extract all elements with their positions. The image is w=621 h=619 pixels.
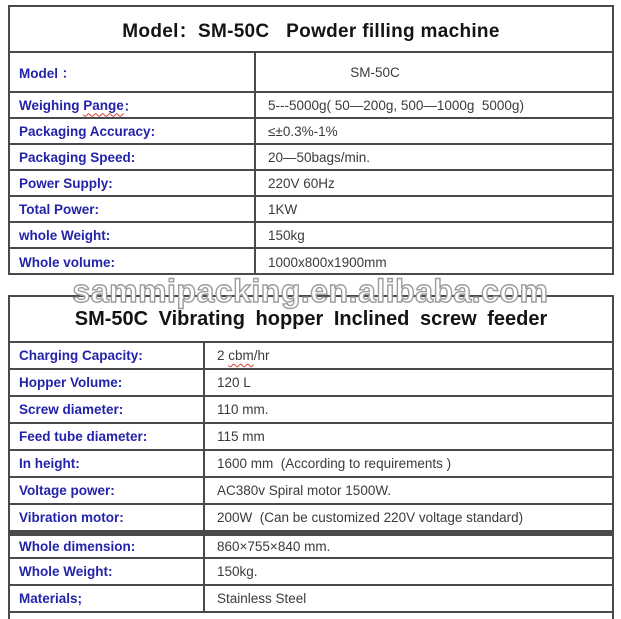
spec-value: 1000x800x1900mm [268, 254, 387, 270]
spec-value-misspelled: cbm [228, 348, 254, 363]
spec-value: 220V 60Hz [268, 175, 335, 191]
table-row [10, 53, 612, 93]
spec-value: 20—50bags/min. [268, 149, 371, 165]
spec-value: AC380v Spiral motor 1500W. [217, 483, 392, 498]
spec-value: 860×755×840 mm. [217, 539, 331, 554]
spec-value-cell [205, 424, 612, 449]
spec-label: Whole Weight: [19, 564, 113, 579]
table-row [10, 505, 612, 532]
table1-title: Model：SM-50C Powder filling machine [10, 7, 612, 53]
spec-label: ： [123, 99, 138, 114]
spec-label-cell [10, 370, 205, 395]
spec-label-cell [10, 559, 205, 584]
spec-label: Whole dimension: [19, 539, 136, 554]
spec-label: Feed tube diameter: [19, 429, 148, 444]
spec-value: 1600 mm (According to requirements ) [217, 456, 452, 471]
table-row [10, 119, 612, 145]
watermark-text: sammipacking.en.alibaba.com [72, 273, 549, 309]
spec-value: 110 mm. [217, 402, 269, 417]
spec-label: Vibration motor: [19, 510, 124, 525]
spec-label-cell [10, 145, 256, 169]
spec-label-cell [10, 53, 256, 91]
spec-value-cell [205, 478, 612, 503]
spec-label-cell [10, 397, 205, 422]
table-row [10, 532, 612, 559]
table-row [10, 145, 612, 171]
table-row [10, 397, 612, 424]
spec-label-cell [10, 586, 205, 611]
spec-label-cell [10, 249, 256, 275]
table-row [10, 478, 612, 505]
spec-value: 120 L [217, 375, 251, 390]
table-row [10, 197, 612, 223]
spec-label: Power Supply: [19, 175, 113, 191]
table-row [10, 370, 612, 397]
table-row [10, 171, 612, 197]
spec-value-cell [256, 197, 612, 221]
spec-value-cell [205, 586, 612, 611]
spec-label: Charging Capacity: [19, 348, 143, 363]
spec-value-cell [205, 370, 612, 395]
spec-value: 200W (Can be customized 220V voltage standard) [217, 510, 524, 525]
spec-label-cell [10, 197, 256, 221]
table-row [10, 559, 612, 586]
spec-label-cell [10, 93, 256, 117]
table2-title: SM-50C Vibrating hopper Inclined screw feeder [10, 297, 612, 343]
spec-label-cell [10, 171, 256, 195]
spec-value: Stainless Steel [217, 591, 307, 606]
spec-label: Voltage power: [19, 483, 115, 498]
spec-value-cell [256, 53, 612, 91]
spec-value: 150kg [268, 227, 305, 243]
table-row [10, 586, 612, 613]
spec-value-cell [205, 536, 612, 557]
spec-label-cell [10, 536, 205, 557]
table-row [10, 93, 612, 119]
table-row [10, 249, 612, 275]
spec-value-cell [205, 505, 612, 530]
powder-filling-machine-spec-table [8, 5, 614, 275]
spec-value-cell [205, 559, 612, 584]
spec-value-cell [256, 249, 612, 275]
spec-label: Total Power: [19, 201, 100, 217]
spec-label-misspelled: Pange [83, 97, 124, 113]
spec-value: ≤±0.3%-1% [268, 123, 338, 139]
spec-label-cell [10, 478, 205, 503]
spec-label-cell [10, 343, 205, 368]
spec-value-cell [205, 397, 612, 422]
spec-value: 115 mm [217, 429, 265, 444]
spec-label: Packaging Speed: [19, 149, 136, 165]
table-row [10, 343, 612, 370]
spec-value: SM-50C [350, 64, 400, 80]
spec-value-cell [256, 119, 612, 143]
spec-value: 1KW [268, 201, 298, 217]
spec-label: In height: [19, 456, 80, 471]
spec-value: /hr [253, 348, 270, 363]
spec-label: Materials; [19, 591, 83, 606]
spec-label-cell [10, 505, 205, 530]
screw-feeder-spec-table [8, 295, 614, 619]
table1-rows [10, 53, 612, 275]
spec-label-cell [10, 119, 256, 143]
table-row [10, 424, 612, 451]
spec-label: Model ： [19, 66, 76, 81]
spec-value-cell [256, 93, 612, 117]
table-row [10, 451, 612, 478]
spec-value-cell [205, 451, 612, 476]
spec-value: 2 [217, 348, 229, 363]
spec-label-cell [10, 451, 205, 476]
spec-value: 5---5000g( 50—200g, 500—1000g 5000g) [268, 97, 524, 113]
spec-label: whole Weight: [19, 227, 111, 243]
spec-label: Whole volume: [19, 254, 116, 270]
spec-label-cell [10, 223, 256, 247]
spec-label: Screw diameter: [19, 402, 124, 417]
spec-label: Hopper Volume: [19, 375, 123, 390]
table-row [10, 223, 612, 249]
spec-label-cell [10, 424, 205, 449]
spec-value-cell [256, 171, 612, 195]
spec-value: 150kg. [217, 564, 258, 579]
table2-rows [10, 343, 612, 613]
spec-value-cell [256, 145, 612, 169]
spec-value-cell [256, 223, 612, 247]
spec-label: Packaging Accuracy: [19, 123, 156, 139]
spec-value-cell [205, 343, 612, 368]
spec-label: Weighing [19, 97, 84, 113]
